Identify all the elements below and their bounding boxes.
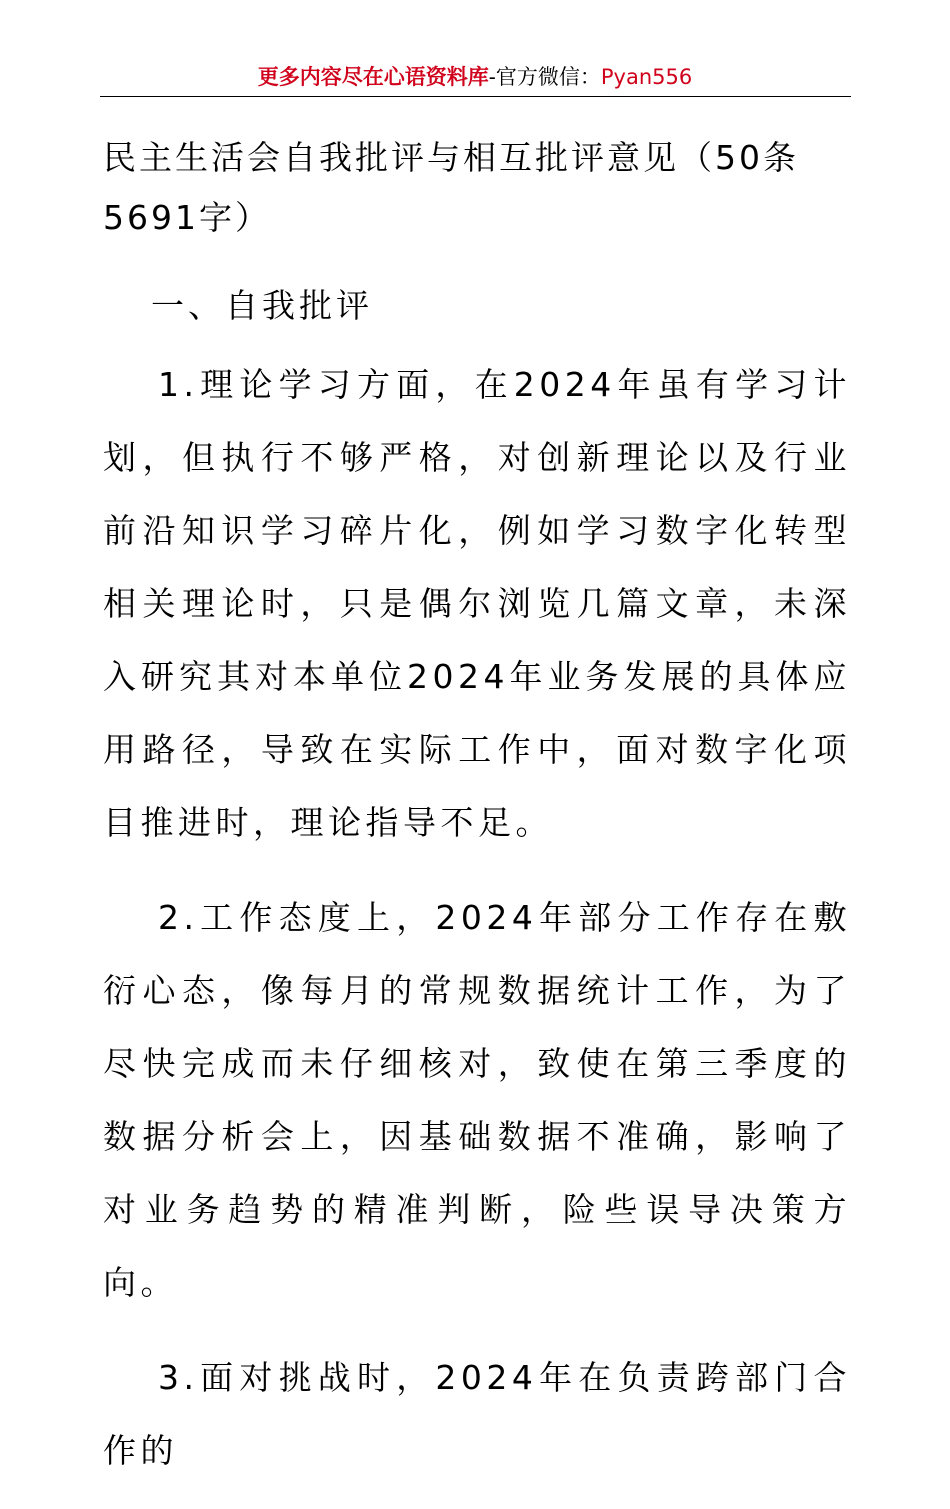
paragraph-2: 2.工作态度上，2024年部分工作存在敷衍心态，像每月的常规数据统计工作，为了尽快完成而未仔细核对，致使在第三季度的数据分析会上，因基础数据不准确，影响了对业务趋势的精准判断，险些误导决策方向。 bbox=[103, 898, 851, 1302]
header-promo-text: 更多内容尽在心语资料库 bbox=[257, 64, 489, 89]
document-header bbox=[0, 62, 950, 92]
header-separator: - bbox=[488, 65, 496, 89]
header-divider bbox=[100, 96, 851, 97]
section-heading: 一、自我批评 bbox=[151, 286, 373, 325]
header-wechat-id: Pyan556 bbox=[600, 65, 693, 89]
header-wechat-label: 官方微信： bbox=[495, 65, 601, 89]
document-body bbox=[103, 128, 851, 1509]
paragraph-3: 3.面对挑战时，2024年在负责跨部门合作的 bbox=[103, 1358, 851, 1470]
paragraph-1: 1.理论学习方面，在2024年虽有学习计划，但执行不够严格，对创新理论以及行业前沿知识学习碎片化，例如学习数字化转型相关理论时，只是偶尔浏览几篇文章，未深入研究其对本单位2024年业务发展的具体应用路径，导致在实际工作中，面对数字化项目推进时，理论指导不足。 bbox=[103, 365, 851, 842]
document-title: 民主生活会自我批评与相互批评意见（50条5691字） bbox=[103, 138, 799, 237]
